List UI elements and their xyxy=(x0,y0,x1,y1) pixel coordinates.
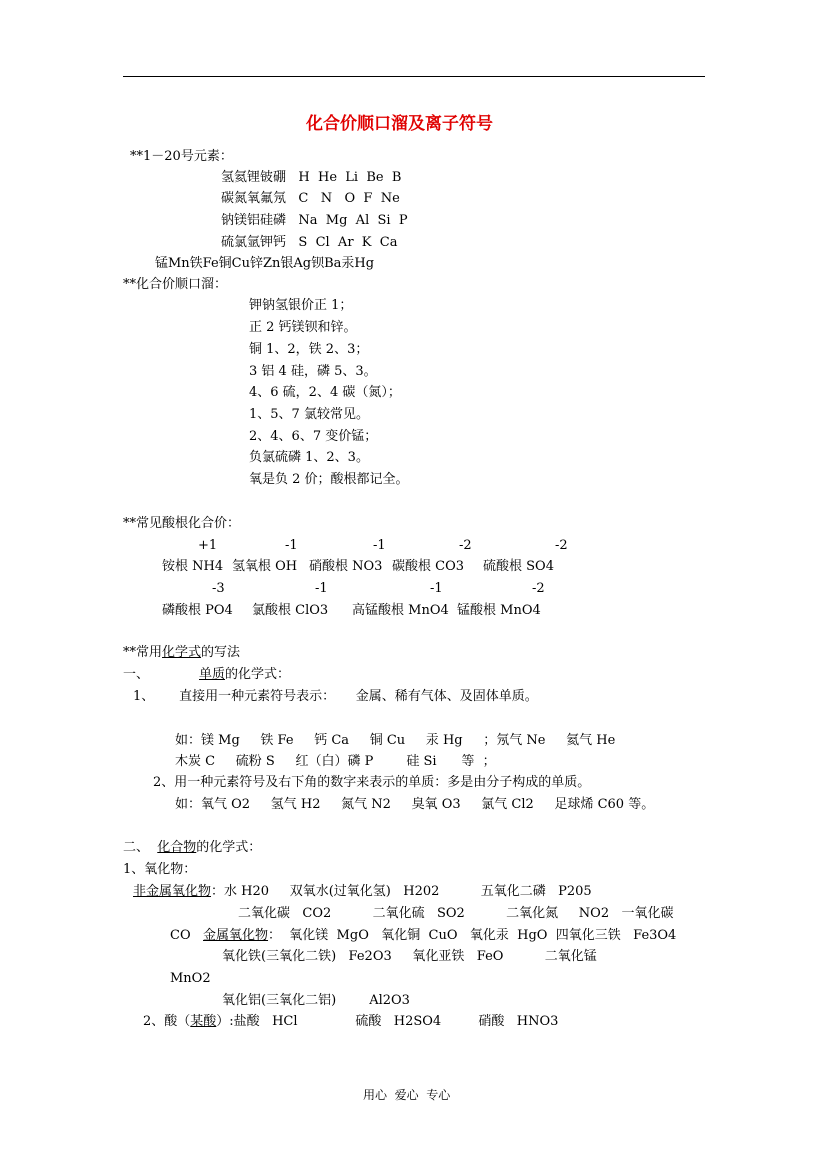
elements-heading: **1－20号元素： xyxy=(130,149,233,164)
radicals-heading: **常见酸根化合价： xyxy=(123,516,241,531)
section-one-example: 如：镁 Mg 铁 Fe 钙 Ca 铜 Cu 汞 Hg ；氖气 Ne 氦气 He xyxy=(175,733,616,748)
formulas-heading-link: 化学式 xyxy=(162,645,202,660)
metal-oxide-label: 金属氧化物 xyxy=(203,928,269,943)
radical-name: 高锰酸根 MnO4 xyxy=(352,603,449,618)
valence-heading: **化合价顺口溜： xyxy=(123,277,228,292)
metal-oxide-line: 氧化铁(三氧化二铁) Fe2O3 氧化亚铁 FeO 二氧化锰 xyxy=(222,949,597,964)
elements-extra: 锰Mn铁Fe铜Cu锌Zn银Ag钡Ba汞Hg xyxy=(155,256,375,271)
metal-oxide-line: CO 金属氧化物： 氧化镁 MgO 氧化铜 CuO 氧化汞 HgO 四氧化三铁 Fe3O4 xyxy=(170,928,677,943)
nonmetal-oxide-line: 非金属氧化物：水 H20 双氧水(过氧化氢) H202 五氧化二磷 P205 xyxy=(133,884,592,899)
page-title: 化合价顺口溜及离子符号 xyxy=(306,114,493,134)
section-one-heading: 单质的化学式： xyxy=(199,667,291,682)
metal-oxide-line: MnO2 xyxy=(170,971,211,986)
radical-charge: -2 xyxy=(555,538,568,553)
acid-line: 2、酸（某酸）:盐酸 HCl 硫酸 H2SO4 硝酸 HNO3 xyxy=(143,1014,559,1029)
nonmetal-oxide-label: 非金属氧化物 xyxy=(133,884,212,899)
section-two-link: 化合物 xyxy=(157,840,197,855)
section-one-item: 1、 直接用一种元素符号表示： 金属、稀有气体、及固体单质。 xyxy=(133,689,538,704)
elements-row: 硫氯氩钾钙 S Cl Ar K Ca xyxy=(221,235,398,250)
section-two-heading: 二、 化合物的化学式： xyxy=(123,840,262,855)
valence-line: 氧是负 2 价；酸根都记全。 xyxy=(249,472,409,487)
nonmetal-oxide-line: 二氧化碳 CO2 二氧化硫 SO2 二氧化氮 NO2 一氧化碳 xyxy=(238,906,674,921)
acid-link: 某酸 xyxy=(190,1014,217,1029)
elements-row: 碳氮氧氟氖 C N O F Ne xyxy=(221,191,400,206)
radical-charge: -1 xyxy=(373,538,386,553)
valence-line: 3 铝 4 硅，磷 5、3。 xyxy=(249,364,377,379)
radical-name: 硫酸根 SO4 xyxy=(483,559,554,574)
valence-line: 1、5、7 氯较常见。 xyxy=(249,407,369,422)
radical-charge: -2 xyxy=(532,581,545,596)
valence-line: 正 2 钙镁钡和锌。 xyxy=(249,320,357,335)
radical-charge: +1 xyxy=(198,538,218,553)
page-footer: 用心 爱心 专心 xyxy=(363,1088,451,1102)
valence-line: 4、6 硫，2、4 碳（氮）； xyxy=(249,385,401,400)
valence-line: 铜 1、2，铁 2、3； xyxy=(249,342,369,357)
oxide-heading: 1、氧化物： xyxy=(123,862,197,877)
radical-charge: -1 xyxy=(315,581,328,596)
formulas-heading: **常用化学式的写法 xyxy=(123,645,241,660)
metal-oxide-line: 氧化铝(三氧化二铝) Al2O3 xyxy=(222,993,410,1008)
radical-name: 锰酸根 MnO4 xyxy=(457,603,541,618)
section-one-number: 一、 xyxy=(123,667,150,682)
elements-row: 氢氦锂铍硼 H He Li Be B xyxy=(221,170,402,185)
radical-charge: -1 xyxy=(285,538,298,553)
radical-name: 磷酸根 PO4 xyxy=(162,603,233,618)
valence-line: 2、4、6、7 变价锰； xyxy=(249,429,378,444)
section-one-example: 木炭 C 硫粉 S 红（白）磷 P 硅 Si 等 ； xyxy=(175,754,496,769)
radical-charge: -1 xyxy=(430,581,443,596)
radical-charge: -3 xyxy=(212,581,225,596)
radical-name: 氢氧根 OH xyxy=(232,559,298,574)
radical-name: 碳酸根 CO3 xyxy=(392,559,465,574)
valence-line: 钾钠氢银价正 1； xyxy=(249,298,353,313)
header-rule xyxy=(123,76,705,77)
radical-name: 铵根 NH4 xyxy=(162,559,224,574)
section-one-example: 如：氧气 O2 氢气 H2 氮气 N2 臭氧 O3 氯气 Cl2 足球烯 C60 等。 xyxy=(175,797,655,812)
elements-row: 钠镁铝硅磷 Na Mg Al Si P xyxy=(221,213,408,228)
valence-line: 负氯硫磷 1、2、3。 xyxy=(249,450,369,465)
section-one-link: 单质 xyxy=(199,667,226,682)
radical-charge: -2 xyxy=(459,538,472,553)
section-one-item: 2、用一种元素符号及右下角的数字来表示的单质：多是由分子构成的单质。 xyxy=(153,775,591,790)
radical-name: 硝酸根 NO3 xyxy=(309,559,383,574)
radical-name: 氯酸根 ClO3 xyxy=(252,603,329,618)
